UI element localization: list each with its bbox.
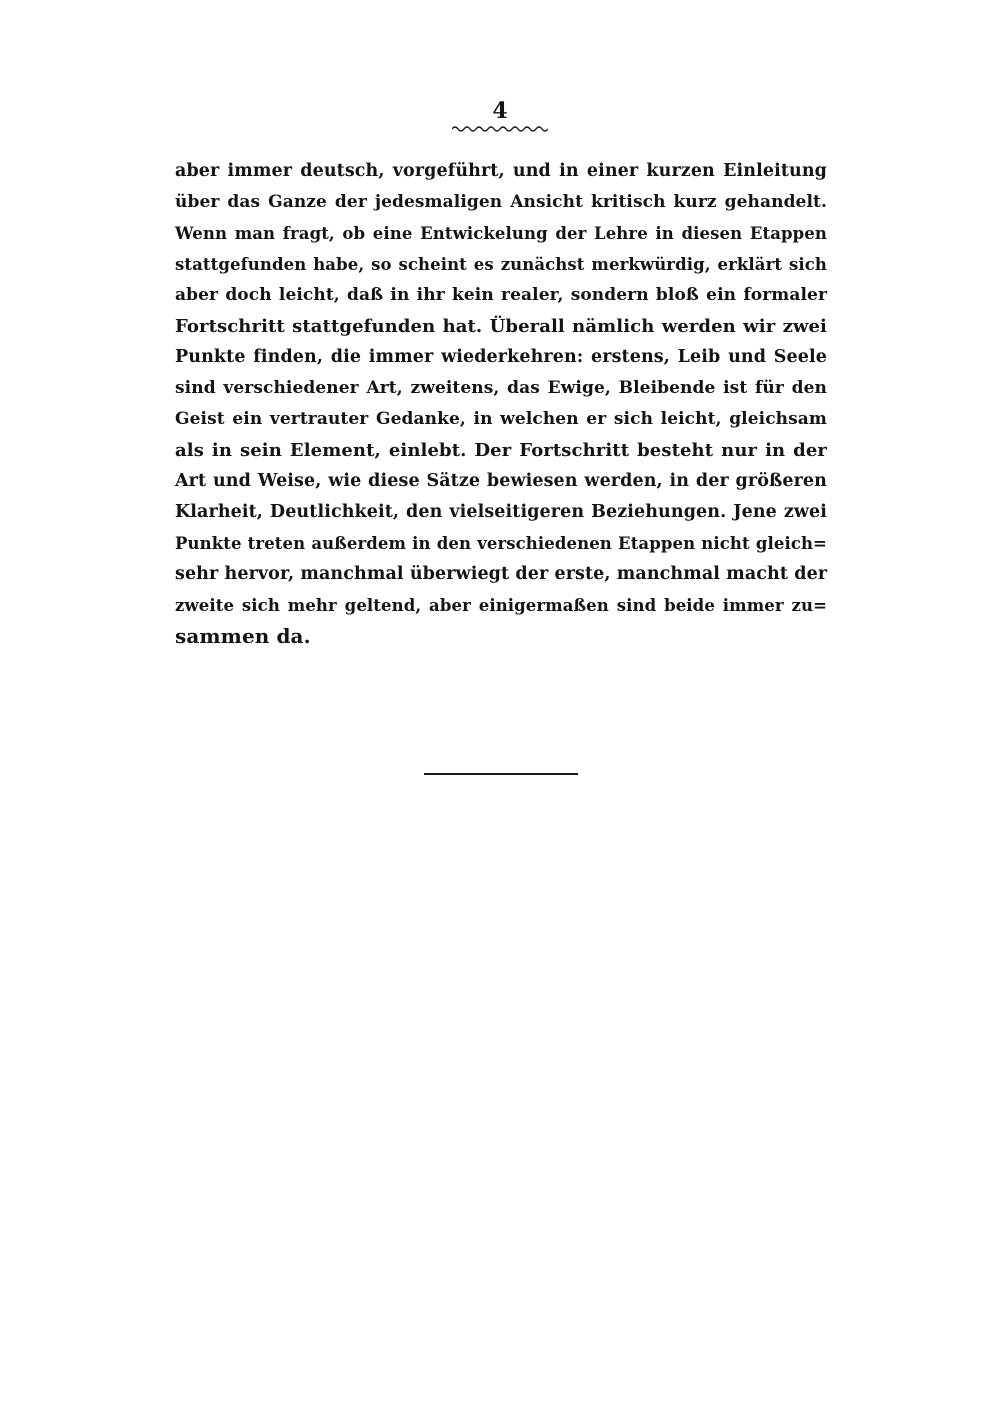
text-line: sammen da. [175, 624, 311, 648]
text-line: Fortschritt stattgefunden hat. Überall nämlich werden wir zwei [175, 316, 827, 337]
text-line: sehr hervor, manchmal überwiegt der erste, manchmal macht der [175, 564, 828, 584]
section-end-rule [424, 773, 578, 775]
text-line: aber doch leicht, daß in ihr kein realer, sondern bloß ein formaler [175, 285, 827, 305]
page-number: 4 [492, 98, 508, 124]
text-line: über das Ganze der jedesmaligen Ansicht kritisch kurz gehandelt. [175, 192, 827, 212]
body-text [175, 156, 827, 652]
wavy-ornament-rule [452, 124, 548, 134]
text-line: Geist ein vertrauter Gedanke, in welchen er sich leicht, gleichsam [175, 409, 827, 429]
text-line: aber immer deutsch, vorgeführt, und in einer kurzen Einleitung [175, 161, 827, 181]
text-line: zweite sich mehr geltend, aber einigermaßen sind beide immer zu= [175, 596, 827, 615]
text-line: Punkte finden, die immer wiederkehren: erstens, Leib und Seele [175, 347, 827, 367]
text-line: stattgefunden habe, so scheint es zunächst merkwürdig, erklärt sich [175, 255, 827, 274]
text-line: Klarheit, Deutlichkeit, den vielseitigeren Beziehungen. Jene zwei [175, 502, 827, 522]
text-line: sind verschiedener Art, zweitens, das Ewige, Bleibende ist für den [175, 378, 827, 398]
text-line: Punkte treten außerdem in den verschiedenen Etappen nicht gleich= [175, 534, 827, 553]
text-line: Art und Weise, wie diese Sätze bewiesen werden, in der größeren [175, 471, 827, 491]
text-line: Wenn man fragt, ob eine Entwickelung der Lehre in diesen Etappen [175, 224, 827, 243]
text-line: als in sein Element, einlebt. Der Fortschritt besteht nur in der [175, 440, 827, 461]
